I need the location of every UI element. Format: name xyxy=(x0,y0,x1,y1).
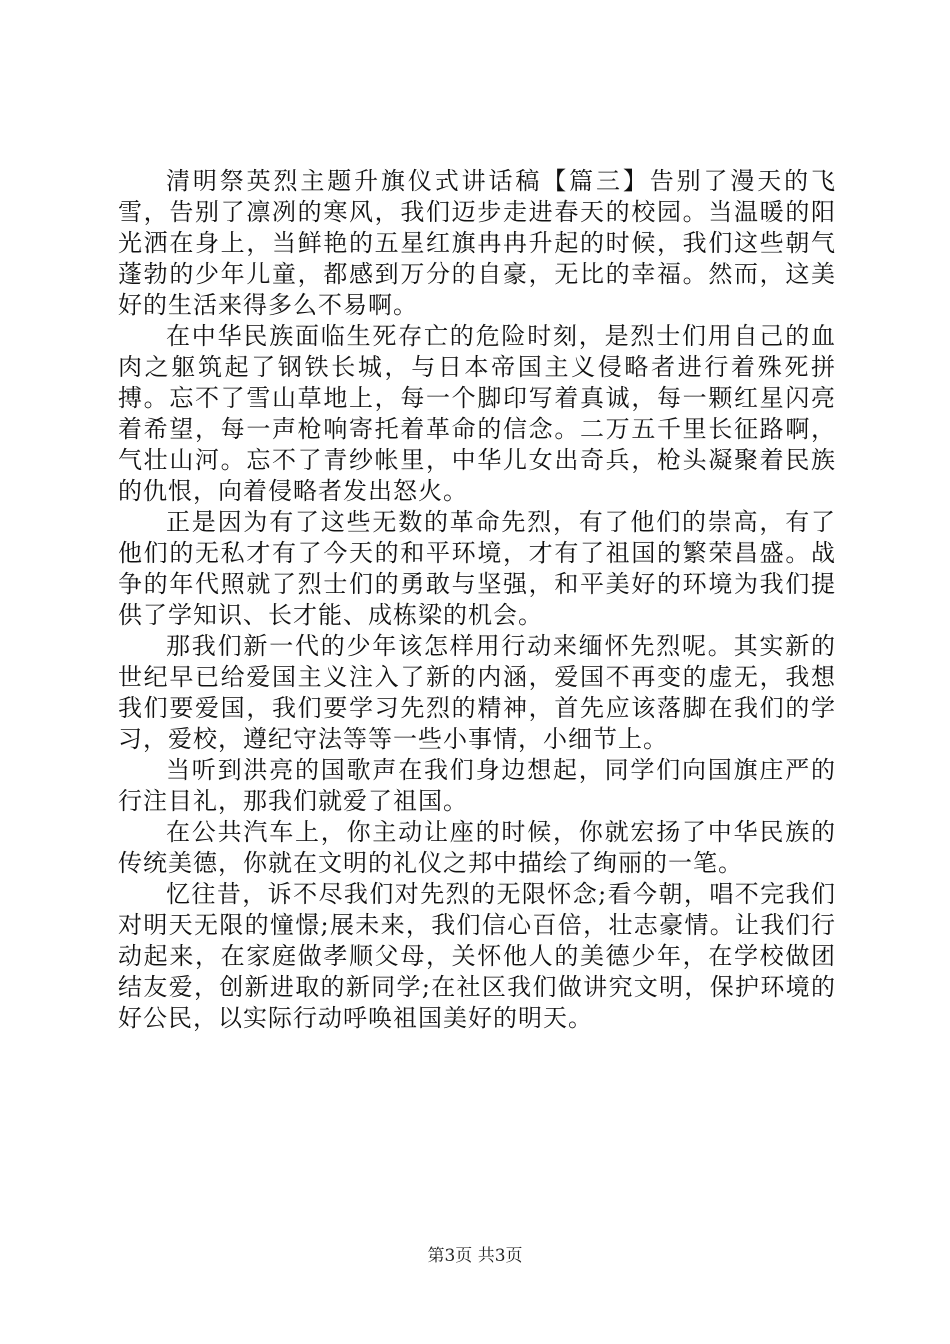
paragraph: 在公共汽车上，你主动让座的时候，你就宏扬了中华民族的传统美德，你就在文明的礼仪之邦中描绘了绚丽的一笔。 xyxy=(118,818,836,877)
paragraph: 在中华民族面临生死存亡的危险时刻，是烈士们用自己的血肉之躯筑起了钢铁长城，与日本帝国主义侵略者进行着殊死拼搏。忘不了雪山草地上，每一个脚印写着真诚，每一颗红星闪亮着希望，每一声枪响寄托着革命的信念。二万五千里长征路啊，气壮山河。忘不了青纱帐里，中华儿女出奇兵，枪头凝聚着民族的仇恨，向着侵略者发出怒火。 xyxy=(118,322,836,505)
page-footer xyxy=(0,1245,950,1267)
paragraph: 正是因为有了这些无数的革命先烈，有了他们的崇高，有了他们的无私才有了今天的和平环境，才有了祖国的繁荣昌盛。战争的年代照就了烈士们的勇敢与坚强，和平美好的环境为我们提供了学知识、长才能、成栋梁的机会。 xyxy=(118,508,836,629)
paragraph: 忆往昔，诉不尽我们对先烈的无限怀念;看今朝，唱不完我们对明天无限的憧憬;展未来，我们信心百倍，壮志豪情。让我们行动起来，在家庭做孝顺父母，关怀他人的美德少年，在学校做团结友爱，创新进取的新同学;在社区我们做讲究文明，保护环境的好公民，以实际行动呼唤祖国美好的明天。 xyxy=(118,880,836,1032)
page-number-label: 第3页 共3页 xyxy=(427,1246,523,1266)
paragraph: 当听到洪亮的国歌声在我们身边想起，同学们向国旗庄严的行注目礼，那我们就爱了祖国。 xyxy=(118,756,836,815)
paragraph: 清明祭英烈主题升旗仪式讲话稿【篇三】告别了漫天的飞雪，告别了凛冽的寒风，我们迈步走进春天的校园。当温暖的阳光洒在身上，当鲜艳的五星红旗冉冉升起的时候，我们这些朝气蓬勃的少年儿童，都感到万分的自豪，无比的幸福。然而，这美好的生活来得多么不易啊。 xyxy=(118,167,836,319)
paragraph: 那我们新一代的少年该怎样用行动来缅怀先烈呢。其实新的世纪早已给爱国主义注入了新的内涵，爱国不再变的虚无，我想我们要爱国，我们要学习先烈的精神，首先应该落脚在我们的学习，爱校，遵纪守法等等一些小事情，小细节上。 xyxy=(118,632,836,753)
document-body xyxy=(118,166,836,1034)
